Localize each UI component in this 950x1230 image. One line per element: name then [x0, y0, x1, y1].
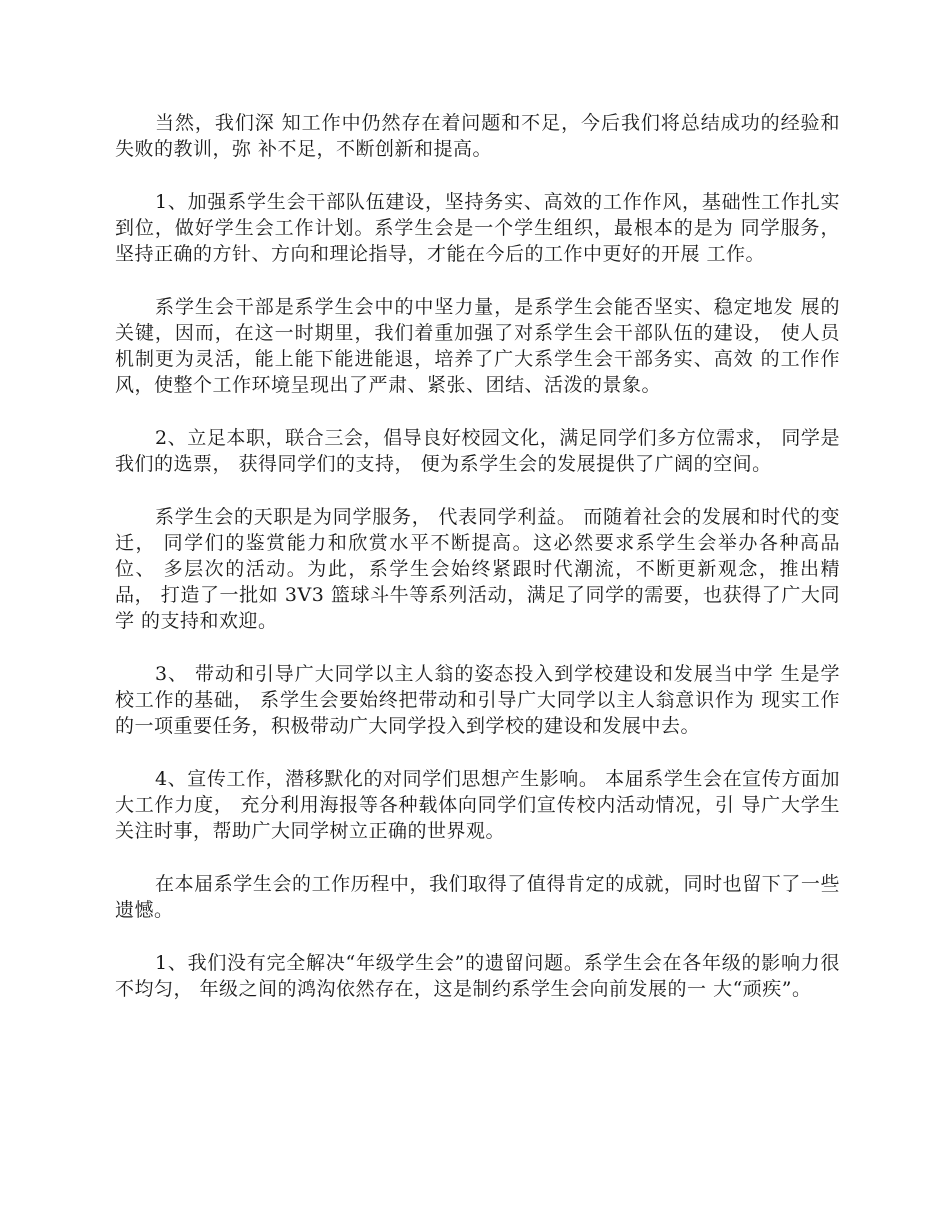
paragraph: 在本届系学生会的工作历程中，我们取得了值得肯定的成就，同时也留下了一些遗憾。: [115, 873, 840, 921]
paragraph: 系学生会干部是系学生会中的中坚力量，是系学生会能否坚实、稳定地发 展的关键，因而，在这一时期里，我们着重加强了对系学生会干部队伍的建设， 使人员机制更为灵活，能上能下能进能退，培养了广大系学生会干部务实、高效 的工作作风，使整个工作环境呈现出了严肃、紧张、团结、活泼的景象。: [115, 296, 840, 396]
paragraph: 2、立足本职，联合三会，倡导良好校园文化，满足同学们多方位需求， 同学是我们的选票， 获得同学们的支持， 便为系学生会的发展提供了广阔的空间。: [115, 427, 840, 475]
paragraph: 当然，我们深 知工作中仍然存在着问题和不足，今后我们将总结成功的经验和失败的教训，弥 补不足，不断创新和提高。: [115, 112, 840, 160]
document-body: [115, 110, 840, 1029]
paragraph: 系学生会的天职是为同学服务， 代表同学利益。 而随着社会的发展和时代的变迁， 同学们的鉴赏能力和欣赏水平不断提高。这必然要求系学生会举办各种高品位、 多层次的活动。为此，系学生会始终紧跟时代潮流，不断更新观念，推出精品， 打造了一批如 3V3 篮球斗牛等系列活动，满足了同学的需要，也获得了广大同学 的支持和欢迎。: [115, 506, 840, 632]
paragraph: 1、我们没有完全解决“年级学生会”的遗留问题。系学生会在各年级的影响力很不均匀， 年级之间的鸿沟依然存在，这是制约系学生会向前发展的一 大“顽疾”。: [115, 952, 840, 1000]
paragraph: 3、 带动和引导广大同学以主人翁的姿态投入到学校建设和发展当中学 生是学校工作的基础， 系学生会要始终把带动和引导广大同学以主人翁意识作为 现实工作的一项重要任务，积极带动广大同学投入到学校的建设和发展中去。: [115, 663, 840, 737]
paragraph: 4、宣传工作，潜移默化的对同学们思想产生影响。 本届系学生会在宣传方面加大工作力度， 充分利用海报等各种载体向同学们宣传校内活动情况，引 导广大学生关注时事，帮助广大同学树立正确的世界观。: [115, 768, 840, 842]
paragraph: 1、加强系学生会干部队伍建设，坚持务实、高效的工作作风，基础性工作扎实到位，做好学生会工作计划。系学生会是一个学生组织，最根本的是为 同学服务，坚持正确的方针、方向和理论指导，才能在今后的工作中更好的开展 工作。: [115, 191, 840, 265]
